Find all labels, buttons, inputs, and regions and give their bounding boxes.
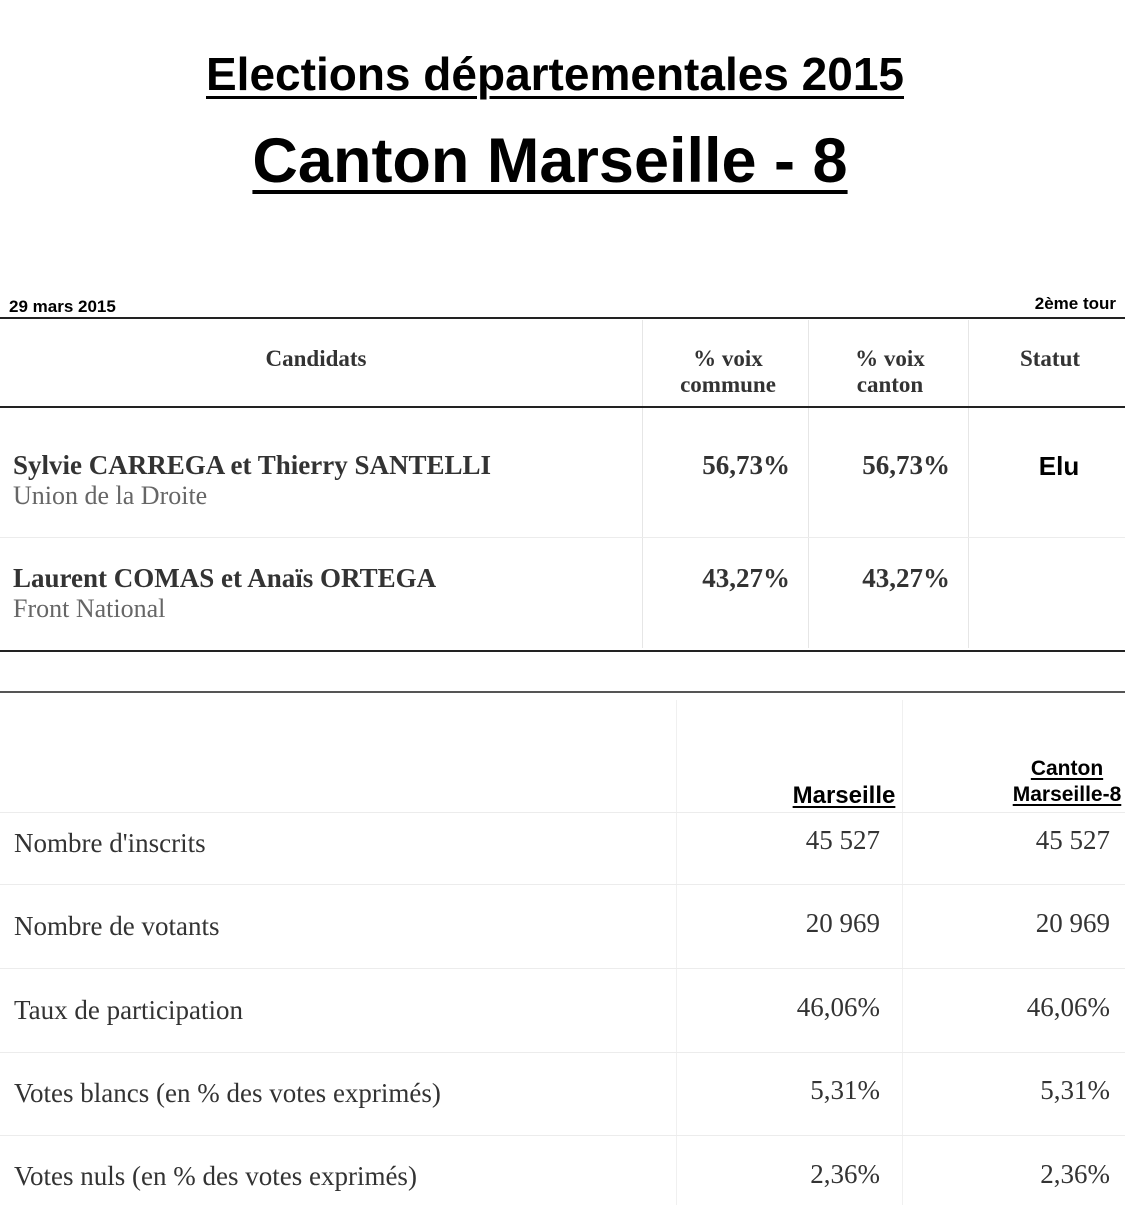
column-divider bbox=[642, 320, 643, 648]
stat-value-canton: 45 527 bbox=[1035, 825, 1110, 855]
column-header-canton-line2: Marseille-8 bbox=[1012, 783, 1122, 806]
election-date: 29 mars 2015 bbox=[9, 297, 116, 316]
row-divider bbox=[0, 1135, 1125, 1136]
stat-value-city: 2,36% bbox=[810, 1159, 880, 1189]
stat-value-canton: 2,36% bbox=[1040, 1159, 1110, 1189]
stat-label: Nombre d'inscrits bbox=[14, 828, 206, 858]
table-top-rule bbox=[0, 317, 1125, 319]
pct-canton: 43,27% bbox=[862, 563, 950, 593]
candidate-name: Sylvie CARREGA et Thierry SANTELLI bbox=[13, 450, 492, 480]
column-header-status: Statut bbox=[1019, 346, 1081, 371]
row-divider bbox=[0, 968, 1125, 969]
column-header-canton bbox=[985, 756, 1125, 808]
row-divider bbox=[0, 537, 1125, 538]
column-header-pct-commune-line2: commune bbox=[680, 372, 776, 397]
column-header-city: Marseille bbox=[792, 782, 896, 809]
document-subtitle: Canton Marseille - 8 bbox=[252, 126, 848, 196]
column-divider bbox=[676, 700, 677, 1205]
stat-label: Nombre de votants bbox=[14, 911, 220, 941]
stat-label: Taux de participation bbox=[14, 995, 244, 1025]
column-divider bbox=[968, 320, 969, 648]
stat-value-canton: 5,31% bbox=[1040, 1075, 1110, 1105]
stat-value-city: 45 527 bbox=[805, 825, 880, 855]
candidate-party: Union de la Droite bbox=[13, 481, 208, 510]
row-divider bbox=[0, 812, 1125, 813]
stat-value-canton: 46,06% bbox=[1026, 992, 1110, 1022]
column-header-pct-canton-line1: % voix bbox=[855, 346, 925, 371]
stat-value-city: 20 969 bbox=[805, 908, 880, 938]
stat-value-city: 5,31% bbox=[810, 1075, 880, 1105]
column-header-canton-line1: Canton bbox=[1030, 757, 1104, 780]
status-badge: Elu bbox=[1038, 451, 1080, 481]
pct-commune: 56,73% bbox=[702, 450, 790, 480]
pct-commune: 43,27% bbox=[702, 563, 790, 593]
stat-label: Votes blancs (en % des votes exprimés) bbox=[14, 1078, 441, 1108]
column-divider bbox=[902, 700, 903, 1205]
column-header-pct-canton bbox=[812, 346, 968, 398]
candidate-name: Laurent COMAS et Anaïs ORTEGA bbox=[13, 563, 437, 593]
pct-canton: 56,73% bbox=[862, 450, 950, 480]
row-divider bbox=[0, 884, 1125, 885]
column-header-candidates: Candidats bbox=[265, 346, 367, 371]
section-rule bbox=[0, 691, 1125, 693]
column-header-pct-commune-line1: % voix bbox=[693, 346, 763, 371]
row-divider bbox=[0, 1052, 1125, 1053]
header-rule bbox=[0, 406, 1125, 408]
column-divider bbox=[808, 320, 809, 648]
candidate-party: Front National bbox=[13, 594, 166, 623]
document-title: Elections départementales 2015 bbox=[206, 48, 904, 100]
stat-value-city: 46,06% bbox=[796, 992, 880, 1022]
stat-label: Votes nuls (en % des votes exprimés) bbox=[14, 1161, 417, 1191]
table-bottom-rule bbox=[0, 650, 1125, 652]
column-header-pct-canton-line2: canton bbox=[856, 372, 924, 397]
column-header-pct-commune bbox=[648, 346, 808, 398]
stat-value-canton: 20 969 bbox=[1035, 908, 1110, 938]
election-round: 2ème tour bbox=[1034, 294, 1116, 313]
